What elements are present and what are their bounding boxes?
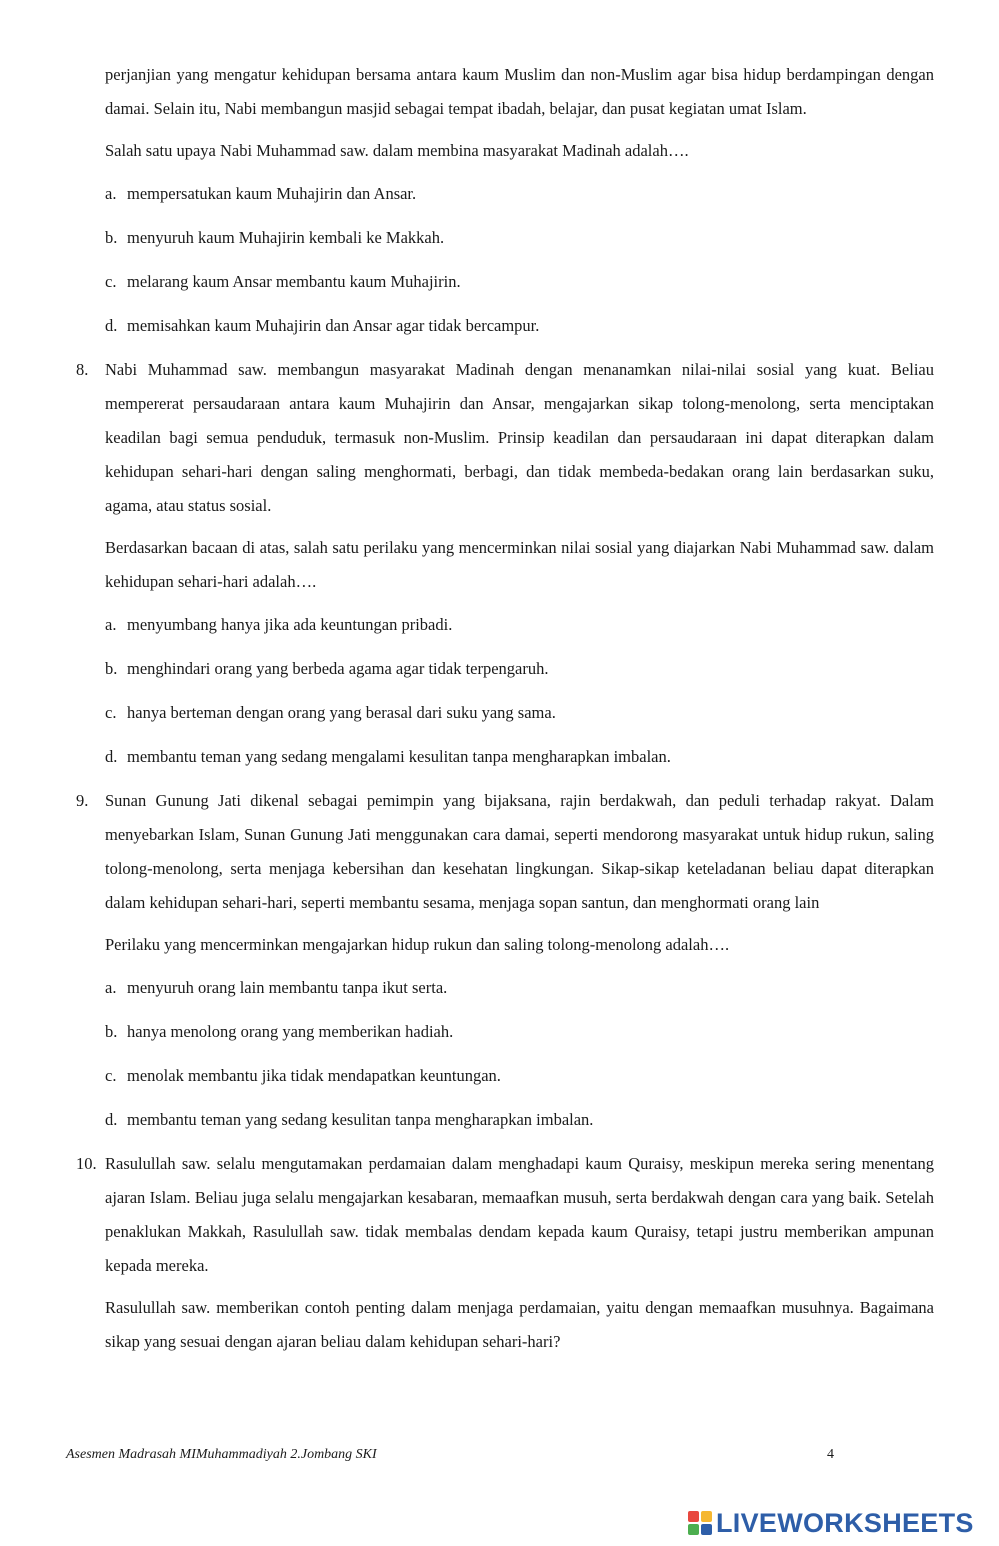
question-9-option-c[interactable]	[105, 1059, 934, 1103]
option-text: menyuruh orang lain membantu tanpa ikut serta.	[127, 978, 448, 997]
option-text: menolak membantu jika tidak mendapatkan keuntungan.	[127, 1066, 501, 1085]
question-10	[76, 1147, 934, 1359]
option-letter: a.	[105, 615, 117, 634]
option-letter: b.	[105, 1022, 118, 1041]
option-letter: c.	[105, 703, 117, 722]
question-9-option-d[interactable]	[105, 1103, 934, 1147]
logo-square-red	[688, 1511, 699, 1522]
option-text: membantu teman yang sedang mengalami kesulitan tanpa mengharapkan imbalan.	[127, 747, 671, 766]
question-8-passage: Nabi Muhammad saw. membangun masyarakat Madinah dengan menanamkan nilai-nilai sosial yang kuat. Beliau mempererat persaudaraan antara kaum Muhajirin dan Ansar, mengajarkan sikap tolong-menolong, serta menciptakan keadilan bagi semua penduduk, termasuk non-Muslim. Prinsip keadilan dan persaudaraan ini dapat diterapkan dalam kehidupan sehari-hari dengan saling menghormati, berbagi, dan tidak membeda-bedakan orang lain berdasarkan suku, agama, atau status sosial.	[105, 360, 934, 515]
question-7-option-a[interactable]	[105, 177, 934, 221]
question-9-option-a[interactable]	[105, 971, 934, 1015]
question-8-option-a[interactable]	[105, 608, 934, 652]
option-text: hanya berteman dengan orang yang berasal dari suku yang sama.	[127, 703, 556, 722]
question-8-option-b[interactable]	[105, 652, 934, 696]
page-footer	[66, 1447, 834, 1463]
question-number: 9.	[76, 791, 89, 810]
brand-name: LIVEWORKSHEETS	[716, 1507, 974, 1538]
option-text: membantu teman yang sedang kesulitan tanpa mengharapkan imbalan.	[127, 1110, 594, 1129]
question-8-stem: Berdasarkan bacaan di atas, salah satu perilaku yang mencerminkan nilai sosial yang diajarkan Nabi Muhammad saw. dalam kehidupan sehari-hari adalah….	[105, 538, 934, 591]
question-7-passage: perjanjian yang mengatur kehidupan bersama antara kaum Muslim dan non-Muslim agar bisa hidup berdampingan dengan damai. Selain itu, Nabi membangun masjid sebagai tempat ibadah, belajar, dan pusat kegiatan umat Islam.	[105, 65, 934, 118]
option-letter: a.	[105, 184, 117, 203]
logo-square-yellow	[701, 1511, 712, 1522]
question-8	[76, 353, 934, 784]
liveworksheets-brand	[688, 1505, 974, 1541]
option-text: melarang kaum Ansar membantu kaum Muhajirin.	[127, 272, 461, 291]
page-number: 4	[827, 1447, 834, 1462]
option-letter: d.	[105, 316, 118, 335]
option-text: hanya menolong orang yang memberikan hadiah.	[127, 1022, 454, 1041]
question-7-option-b[interactable]	[105, 221, 934, 265]
question-7-continued	[76, 58, 934, 353]
option-letter: a.	[105, 978, 117, 997]
question-10-stem: Rasulullah saw. memberikan contoh penting dalam menjaga perdamaian, yaitu dengan memaafkan musuhnya. Bagaimana sikap yang sesuai dengan ajaran beliau dalam kehidupan sehari-hari?	[105, 1298, 934, 1351]
footer-title: Asesmen Madrasah MIMuhammadiyah 2.Jombang SKI	[66, 1447, 377, 1462]
question-number: 10.	[76, 1154, 97, 1173]
option-letter: c.	[105, 272, 117, 291]
question-7-stem: Salah satu upaya Nabi Muhammad saw. dalam membina masyarakat Madinah adalah….	[105, 141, 689, 160]
question-8-option-c[interactable]	[105, 696, 934, 740]
question-9-option-b[interactable]	[105, 1015, 934, 1059]
option-letter: b.	[105, 659, 118, 678]
question-9-passage: Sunan Gunung Jati dikenal sebagai pemimpin yang bijaksana, rajin berdakwah, dan peduli terhadap rakyat. Dalam menyebarkan Islam, Sunan Gunung Jati menggunakan cara damai, seperti mendorong masyarakat untuk hidup rukun, saling tolong-menolong, serta menjaga kebersihan dan kesehatan lingkungan. Sikap-sikap keteladanan beliau dapat diterapkan dalam kehidupan sehari-hari, seperti membantu sesama, menjaga sopan santun, dan menghormati orang lain	[105, 791, 934, 912]
question-7-option-c[interactable]	[105, 265, 934, 309]
option-letter: c.	[105, 1066, 117, 1085]
liveworksheets-logo-icon	[688, 1511, 712, 1535]
logo-square-blue	[701, 1524, 712, 1535]
option-letter: d.	[105, 1110, 118, 1129]
question-9	[76, 784, 934, 1147]
question-9-stem: Perilaku yang mencerminkan mengajarkan hidup rukun dan saling tolong-menolong adalah….	[105, 935, 730, 954]
question-8-option-d[interactable]	[105, 740, 934, 784]
question-7-option-d[interactable]	[105, 309, 934, 353]
question-number: 8.	[76, 360, 89, 379]
option-text: menyumbang hanya jika ada keuntungan pribadi.	[127, 615, 453, 634]
page-content	[76, 58, 934, 1368]
option-letter: d.	[105, 747, 118, 766]
option-text: mempersatukan kaum Muhajirin dan Ansar.	[127, 184, 417, 203]
option-text: menyuruh kaum Muhajirin kembali ke Makkah.	[127, 228, 445, 247]
question-10-passage: Rasulullah saw. selalu mengutamakan perdamaian dalam menghadapi kaum Quraisy, meskipun mereka sering menentang ajaran Islam. Beliau juga selalu mengajarkan kesabaran, memaafkan musuh, serta berdakwah dengan cara yang baik. Setelah penaklukan Makkah, Rasulullah saw. tidak membalas dendam kepada kaum Quraisy, tetapi justru memberikan ampunan kepada mereka.	[105, 1154, 934, 1275]
logo-square-green	[688, 1524, 699, 1535]
option-letter: b.	[105, 228, 118, 247]
option-text: memisahkan kaum Muhajirin dan Ansar agar tidak bercampur.	[127, 316, 540, 335]
option-text: menghindari orang yang berbeda agama agar tidak terpengaruh.	[127, 659, 549, 678]
